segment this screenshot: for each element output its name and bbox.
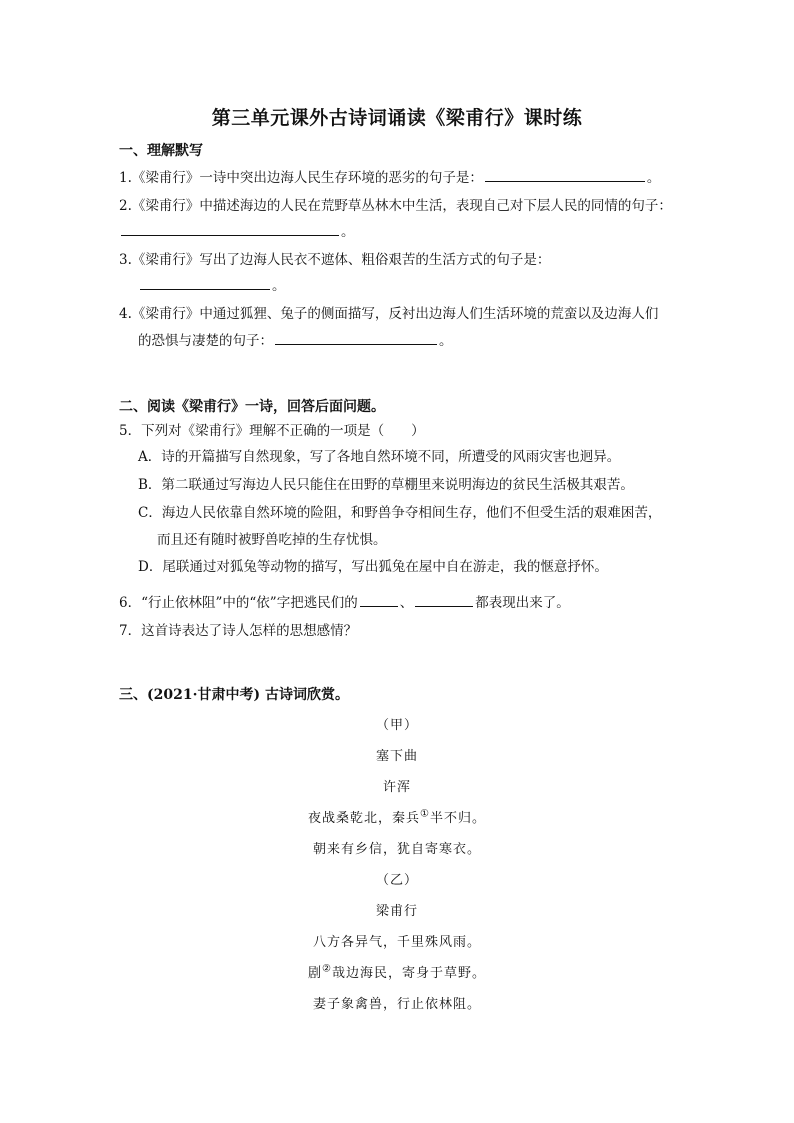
answer-blank-1[interactable] <box>485 167 645 182</box>
question-2-text: 2.《梁甫行》中描述海边的人民在荒野草丛林木中生活，表现自己对下层人民的同情的句子： <box>119 198 672 214</box>
question-6-sep: 、 <box>399 595 414 611</box>
page-title: 第三单元课外古诗词诵读《梁甫行》课时练 <box>211 107 583 129</box>
poem1-author: 许浑 <box>382 780 411 795</box>
question-4-text2: 的恐惧与凄楚的句子： <box>138 333 273 349</box>
poem2-line2a: 剧 <box>308 966 323 981</box>
option-c[interactable]: C．海边人民依靠自然环境的险阻，和野兽争夺相间生存，他们不但受生活的艰难困苦， <box>138 505 662 521</box>
question-4-end: 。 <box>439 333 453 349</box>
footnote-marker-2: ② <box>322 963 332 975</box>
answer-blank-4[interactable] <box>275 330 437 345</box>
poem1-line1b: 半不归。 <box>429 811 486 826</box>
option-d[interactable]: D．尾联通过对狐兔等动物的描写，写出狐兔在屋中自在游走，我的惬意抒怀。 <box>138 559 608 575</box>
poem-yi-label: （乙） <box>375 873 418 888</box>
option-b[interactable]: B．第二联通过写海边人民只能住在田野的草棚里来说明海边的贫民生活极其艰苦。 <box>138 477 634 493</box>
option-a[interactable]: A．诗的开篇描写自然现象，写了各地自然环境不同，所遭受的风雨灾害也迥异。 <box>138 449 621 465</box>
poem2-line2b: 哉边海民，寄身于草野。 <box>331 966 486 981</box>
question-3-end: 。 <box>272 278 286 294</box>
footnote-marker-1: ① <box>420 808 430 820</box>
answer-blank-6b[interactable] <box>415 592 473 607</box>
question-4 <box>119 302 658 322</box>
question-1-text: 1.《梁甫行》一诗中突出边海人民生存环境的恶劣的句子是： <box>119 170 483 186</box>
section1-heading: 一、理解默写 <box>119 143 203 159</box>
question-1 <box>119 166 660 186</box>
question-5: 5．下列对《梁甫行》理解不正确的一项是（ ） <box>119 423 425 439</box>
section3-heading: 三、(2021·甘肃中考) 古诗词欣赏。 <box>119 687 349 703</box>
question-2-answer-line <box>119 220 355 240</box>
poem1-title: 塞下曲 <box>375 749 418 764</box>
question-6-text: 6．“行止依林阻”中的“依”字把逃民们的 <box>119 595 358 611</box>
poem2-line1: 八方各异气，千里殊风雨。 <box>312 935 481 950</box>
answer-blank-6a[interactable] <box>360 592 398 607</box>
question-3-answer-line <box>138 274 286 294</box>
answer-blank-3[interactable] <box>140 275 270 290</box>
question-1-end: 。 <box>646 170 661 186</box>
question-2-end: 。 <box>341 224 355 240</box>
question-2 <box>119 194 672 214</box>
question-4-line2 <box>138 329 453 349</box>
poem1-line1a: 夜战桑乾北，秦兵 <box>308 811 421 826</box>
poem2-line2 <box>0 962 794 981</box>
poem2-title: 梁甫行 <box>375 904 418 919</box>
question-6 <box>119 591 570 611</box>
answer-blank-2[interactable] <box>121 221 339 236</box>
poem1-line1 <box>0 807 794 826</box>
question-7: 7．这首诗表达了诗人怎样的思想感情？ <box>119 623 358 639</box>
question-6-end: 都表现出来了。 <box>475 595 570 611</box>
poem1-line2: 朝来有乡信，犹自寄寒衣。 <box>312 842 481 857</box>
poem-jia-label: （甲） <box>375 718 418 733</box>
option-c-continued: 而且还有随时被野兽吃掉的生存忧惧。 <box>157 532 387 548</box>
section2-heading: 二、阅读《梁甫行》一诗，回答后面问题。 <box>119 399 385 415</box>
question-4-text: 4.《梁甫行》中通过狐狸、兔子的侧面描写，反衬出边海人们生活环境的荒蛮以及边海人们 <box>119 306 659 322</box>
question-3 <box>119 248 550 268</box>
poem2-line3: 妻子象禽兽，行止依林阻。 <box>312 997 481 1012</box>
question-3-text: 3.《梁甫行》写出了边海人民衣不遮体、粗俗艰苦的生活方式的句子是： <box>119 252 551 268</box>
